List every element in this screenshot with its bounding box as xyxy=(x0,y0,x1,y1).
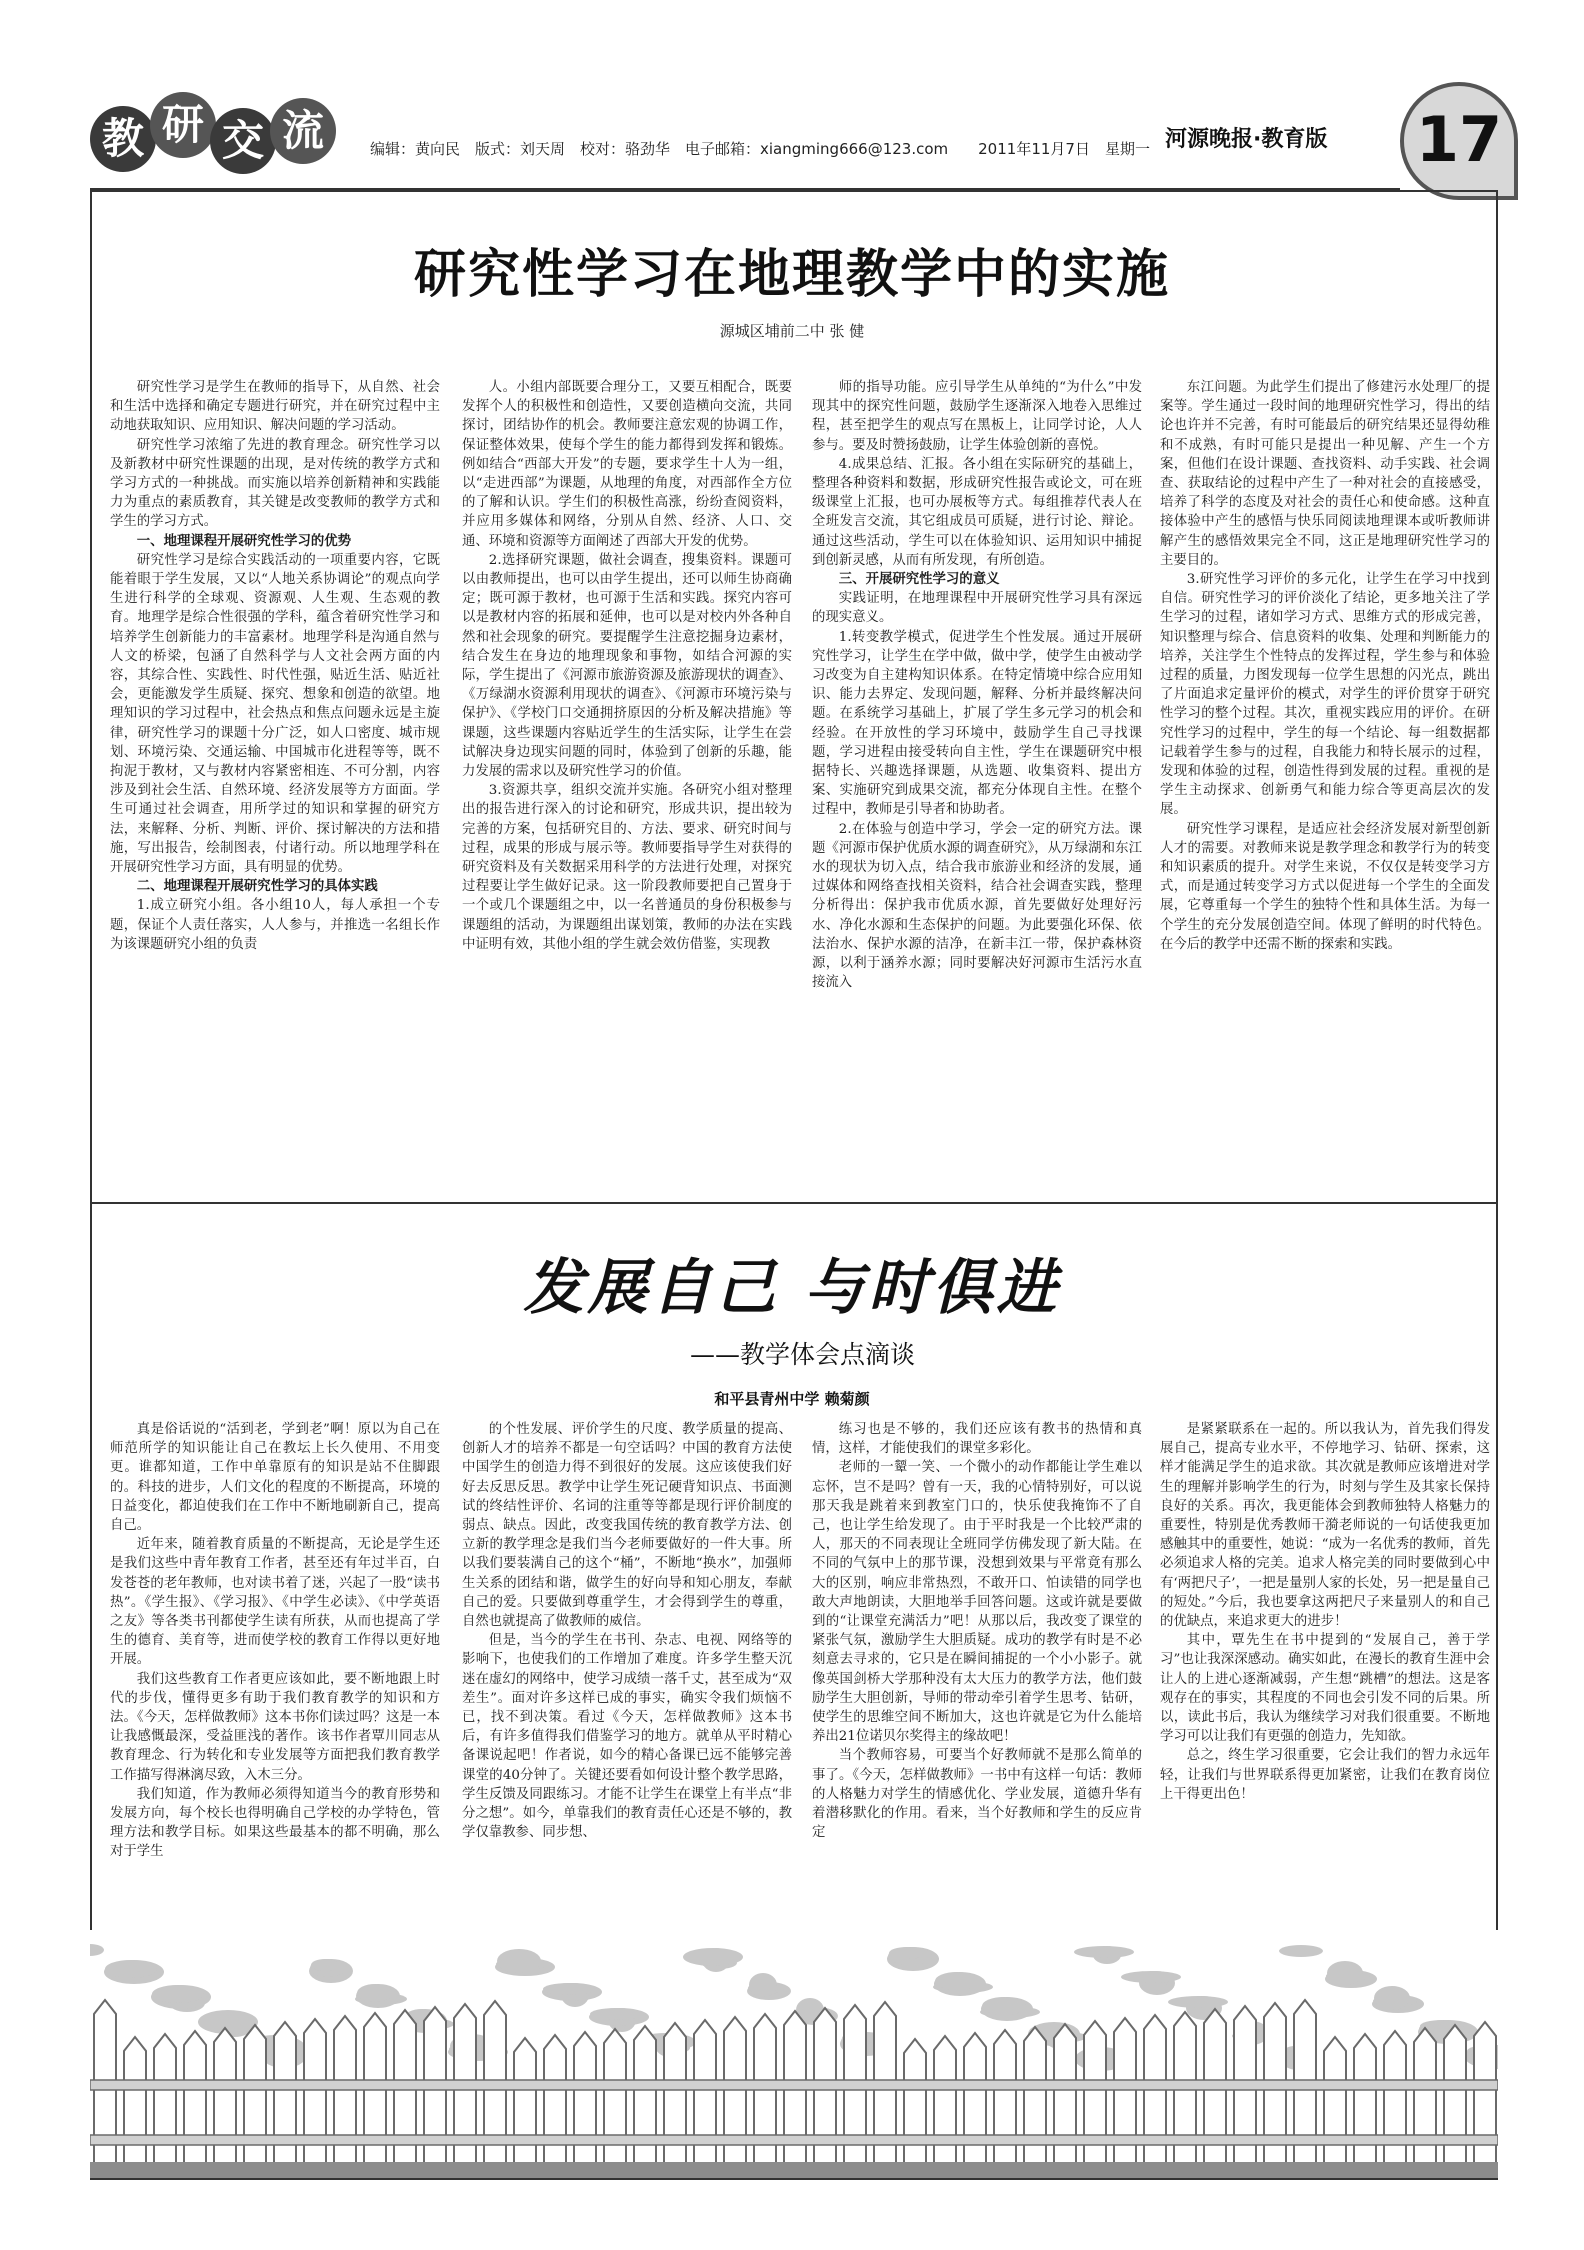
paragraph: 研究性学习是综合实践活动的一项重要内容，它既能着眼于学生发展，又以“人地关系协调论”的观点向学生进行科学的全球观、资源观、人生观、生态观的教育。地理学是综合性很强的学科，蕴含着研究性学习和培养学生创新能力的丰富素材。地理学科是沟通自然与人文的桥梁，包涵了自然科学与人文社会两方面的内容，其综合性、实践性、时代性强，贴近生活、贴近社会，更能激发学生质疑、探究、想象和创造的欲望。地理知识的学习过程中，社会热点和焦点问题永远是主旋律，研究性学习的课题十分广泛，如人口密度、城市规划、环境污染、交通运输、中国城市化进程等等，既不拘泥于教材，又与教材内容紧密相连、不可分割，内容涉及到社会生活、自然环境、经济发展等方方面面。学生可通过社会调查，用所学过的知识和掌握的研究方法，来解释、分析、判断、评价、探讨解决的方法和措施，写出报告，绘制图表，付诸行动。所以地理学科在开展研究性学习方面，具有明显的优势。 xyxy=(110,552,440,876)
article1-column-3 xyxy=(812,378,1142,1248)
paragraph: 练习也是不够的，我们还应该有教书的热情和真情，这样，才能使我们的课堂多彩化。 xyxy=(812,1422,1142,1457)
editor-line: 编辑：黄向民 版式：刘天周 校对：骆劲华 电子邮箱：xiangming666@123.com 2011年11月7日 星期一 xyxy=(370,140,1150,158)
article2-subtitle: ——教学体会点滴谈 xyxy=(690,1340,916,1369)
paragraph: 总之，终生学习很重要，它会让我们的智力永远年轻，让我们与世界联系得更加紧密，让我们在教育岗位上干得更出色！ xyxy=(1160,1748,1490,1802)
section-heading: 一、地理课程开展研究性学习的优势 xyxy=(136,533,352,549)
section-heading: 三、开展研究性学习的意义 xyxy=(838,572,1000,588)
article1-column-1 xyxy=(110,378,440,1248)
article2-byline: 和平县青州中学 赖菊颜 xyxy=(714,1390,870,1408)
paragraph: 4.成果总结、汇报。各小组在实际研究的基础上，整理各种资料和数据，形成研究性报告或论文，可在班级课堂上汇报，也可办展板等方式。每组推荐代表人在全班发言交流，其它组成员可质疑，进行讨论、辩论。通过这些活动，学生可以在体验知识、运用知识中捕捉到创新灵感，从而有所发现，有所创造。 xyxy=(812,456,1142,568)
section-logo xyxy=(90,100,350,170)
article2-column-2 xyxy=(462,1420,792,1940)
section-logo-char: 教 xyxy=(90,106,156,172)
paragraph: 2.在体验与创造中学习，学会一定的研究方法。课题《河源市保护优质水源的调查研究》，从万绿湖和东江水的现状为切入点，结合我市旅游业和经济的发展，通过媒体和网络查找相关资料，结合社会调查实践，整理分析得出：保护我市优质水源，首先要做好处理好污水、净化水源和生态保护的问题。为此要强化环保、依法治水、保护水源的洁净，在新丰江一带，保护森林资源，以利于涵养水源；同时要解决好河源市生活污水直接流入 xyxy=(812,821,1142,991)
paragraph: 2.选择研究课题，做社会调查，搜集资料。课题可以由教师提出，也可以由学生提出，还可以师生协商确定；既可源于教材，也可源于生活和实践。探究内容可以是教材内容的拓展和延伸，也可以是对校内外各种自然和社会现象的研究。要提醒学生注意挖掘身边素材，结合发生在身边的地理现象和事物，如结合河源的实际，学生提出了《河源市旅游资源及旅游现状的调查》、《万绿湖水资源利用现状的调查》、《河源市环境污染与保护》、《学校门口交通拥挤原因的分析及解决措施》等课题，这些课题内容贴近学生的生活实际，让学生在尝试解决身边现实问题的同时，体验到了创新的乐趣，能力发展的需求以及研究性学习的价值。 xyxy=(462,552,792,780)
paragraph: 1.成立研究小组。各小组10人，每人承担一个专题，保证个人责任落实，人人参与，并推选一名组长作为该课题研究小组的负责 xyxy=(110,898,440,952)
article1-title: 研究性学习在地理教学中的实施 xyxy=(413,245,1170,305)
page-number: 17 xyxy=(1400,82,1518,200)
article2-column-4 xyxy=(1160,1420,1490,1940)
paper-brand: 河源晚报·教育版 xyxy=(1165,127,1328,152)
paragraph: 近年来，随着教育质量的不断提高，无论是学生还是我们这些中青年教育工作者，甚至还有年过半百，白发苍苍的老年教师，也对读书着了迷，兴起了一股“读书热”。《学生报》、《学习报》、《中学生必读》、《中学英语之友》等各类书刊都使学生读有所获，从而也提高了学生的德育、美育等，进而使学校的教育工作得以更好地开展。 xyxy=(110,1537,440,1668)
article2-column-3 xyxy=(812,1420,1142,1940)
masthead xyxy=(0,0,1584,190)
paragraph: 东江问题。为此学生们提出了修建污水处理厂的提案等。学生通过一段时间的地理研究性学习，得出的结论也许并不完善，有时可能最后的研究结果还显得幼稚和不成熟，有时可能只是提出一种见解、产生一个方案，但他们在设计课题、查找资料、动手实践、社会调查、获取结论的过程中产生了一种对社会的直接感受，培养了科学的态度及对社会的责任心和使命感。这种直接体验中产生的感悟与快乐同阅读地理课本或听教师讲解产生的感悟效果完全不同，这正是地理研究性学习的主要目的。 xyxy=(1160,380,1490,568)
paragraph: 我们知道，作为教师必须得知道当今的教育形势和发展方向，每个校长也得明确自己学校的办学特色，管理方法和教学目标。如果这些最基本的都不明确，那么对于学生 xyxy=(110,1786,440,1860)
paragraph: 3.研究性学习评价的多元化，让学生在学习中找到自信。研究性学习的评价淡化了结论，更多地关注了学生学习的过程，诸如学习方式、思维方式的形成完善，知识整理与综合、信息资料的收集、处理和判断能力的培养，关注学生个性特点的发挥过程，学生参与和体验过程的质量，力图发现每一位学生思想的闪光点，跳出了片面追求定量评价的模式，对学生的评价贯穿于研究性学习的整个过程。其次，重视实践应用的评价。在研究性学习的过程中，学生的每一个结论、每一组数据都记载着学生参与的过程，自我能力和特长展示的过程，发现和体验的过程，创造性得到发展的过程。重视的是学生主动探求、创新勇气和能力综合等更高层次的发展。 xyxy=(1160,572,1490,818)
top-rule xyxy=(90,188,1400,191)
article2-column-1 xyxy=(110,1420,440,1940)
paragraph: 1.转变教学模式，促进学生个性发展。通过开展研究性学习，让学生在学中做，做中学，使学生由被动学习改变为自主建构知识体系。在特定情境中综合应用知识、能力去界定、发现问题，解释、分析并最终解决问题。在系统学习基础上，扩展了学生多元学习的机会和经验。在开放性的学习环境中，鼓励学生自己寻找课题，学习进程由接受转向自主性，学生在课题研究中根据特长、兴趣选择课题，从选题、收集资料、提出方案、实施研究到成果交流，都充分体现自主性。在整个过程中，教师是引导者和协助者。 xyxy=(812,629,1142,818)
paragraph: 人。小组内部既要合理分工，又要互相配合，既要发挥个人的积极性和创造性，又要创造横向交流，共同探讨，团结协作的机会。教师要注意宏观的协调工作，保证整体效果，使每个学生的能力都得到发挥和锻炼。例如结合“西部大开发”的专题，要求学生十人为一组，以“走进西部”为课题，从地理的角度，对西部作全方位的了解和认识。学生们的积极性高涨，纷纷查阅资料，并应用多媒体和网络，分别从自然、经济、人口、交通、环境和资源等方面阐述了西部大开发的优势。 xyxy=(462,380,792,549)
paragraph: 3.资源共享，组织交流并实施。各研究小组对整理出的报告进行深入的讨论和研究，形成共识，提出较为完善的方案，包括研究目的、方法、要求、研究时间与过程，成果的形成与展示等。教师要指导学生对获得的研究资料及有关数据采用科学的方法进行处理，对探究过程要让学生做好记录。这一阶段教师要把自己置身于一个或几个课题组之中，以一名普通员的身份积极参与课题组的活动，为课题组出谋划策，教师的办法在实践中证明有效，其他小组的学生就会效仿借鉴，实现教 xyxy=(462,783,792,952)
paragraph: 研究性学习课程，是适应社会经济发展对新型创新人才的需要。对教师来说是教学理念和教学行为的转变和知识素质的提升。对学生来说，不仅仅是转变学习方式，而是通过转变学习方式以促进每一个学生的全面发展，它尊重每一个学生的独特个性和具体生活。为每一个学生的充分发展创造空间。体现了鲜明的时代特色。在今后的教学中还需不断的探索和实践。 xyxy=(1160,821,1490,952)
article1-column-2 xyxy=(462,378,792,1248)
paragraph: 其中，覃先生在书中提到的“发展自己，善于学习”也让我深深感动。确实如此，在漫长的教育生涯中会让人的上进心逐渐减弱，产生想“跳槽”的想法。这是客观存在的事实，其程度的不同也会引发不同的后果。所以，读此书后，我认为继续学习对我们很重要。不断地学习可以让我们有更强的创造力，先知欲。 xyxy=(1160,1633,1490,1745)
section-logo-char: 交 xyxy=(210,108,276,174)
paragraph: 但是，当今的学生在书刊、杂志、电视、网络等的影响下，也使我们的工作增加了难度。许多学生整天沉迷在虚幻的网络中，使学习成绩一落千丈，甚至成为“双差生”。面对许多这样已成的事实，确实令我们烦恼不已，找不到决策。看过《今天，怎样做教师》这本书后，有许多值得我们借鉴学习的地方。就单从平时精心备课说起吧！作者说，如今的精心备课已远不能够完善课堂的40分钟了。关键还要看如何设计整个教学思路，学生反馈及同跟练习。才能不让学生在课堂上有半点“非分之想”。如今，单靠我们的教育责任心还是不够的，教学仅靠教参、同步想、 xyxy=(462,1633,792,1841)
article1-byline: 源城区埔前二中 张 健 xyxy=(719,322,865,340)
paragraph: 老师的一颦一笑、一个微小的动作都能让学生难以忘怀，岂不是吗？曾有一天，我的心情特别好，可以说那天我是跳着来到教室门口的，快乐使我掩饰不了自己，也让学生给发现了。由于平时我是一个比较严肃的人，那天的不同表现让全班同学仿佛发现了新大陆。在不同的气氛中上的那节课，没想到效果与平常竟有那么大的区别，响应非常热烈，不敢开口、怕读错的同学也敢大声地朗读，大胆地举手回答问题。这或许就是要做到的“让课堂充满活力”吧！从那以后，我改变了课堂的紧张气氛，激励学生大胆质疑。成功的教学有时是不必刻意去寻求的，它只是在瞬间捕捉的一个小小影子。就像英国剑桥大学那种没有太大压力的教学方法，他们鼓励学生大胆创新，导师的带动牵引着学生思考、钻研，使学生的思维空间不断加大，这也许就是它为什么能培养出21位诺贝尔奖得主的缘故吧！ xyxy=(812,1460,1142,1745)
paragraph: 实践证明，在地理课程中开展研究性学习具有深远的现实意义。 xyxy=(812,591,1142,626)
paragraph: 我们这些教育工作者更应该如此，要不断地跟上时代的步伐，懂得更多有助于我们教育教学的知识和方法。《今天，怎样做教师》这本书你们读过吗？这是一本让我感慨最深，受益匪浅的著作。该书作者覃川同志从教育理念、行为转化和专业发展等方面把我们教育教学工作描写得淋漓尽致，入木三分。 xyxy=(110,1671,440,1783)
article2-title: 发展自己 与时俱进 xyxy=(523,1253,1061,1323)
paragraph: 的个性发展、评价学生的尺度、教学质量的提高、创新人才的培养不都是一句空话吗？中国的教育方法使中国学生的创造力得不到很好的发展。这应该使我们好好去反思反思。教学中让学生死记硬背知识点、书面测试的终结性评价、名词的注重等等都是现行评价制度的弱点、缺点。因此，改变我国传统的教育教学方法、创立新的教学理念是我们当今老师要做好的一件大事。所以我们要装满自己的这个“桶”，不断地“换水”，加强师生关系的团结和谐，做学生的好向导和知心朋友，奉献自己的爱。只要做到尊重学生，才会得到学生的尊重，自然也就提高了做教师的威信。 xyxy=(462,1422,792,1630)
paragraph: 真是俗话说的“活到老，学到老”啊！原以为自己在师范所学的知识能让自己在教坛上长久使用、不用变更。谁都知道，工作中单靠原有的知识是站不住脚跟的。科技的进步，人们文化的程度的不断提高，环境的日益变化，都迫使我们在工作中不断地刷新自己，提高自己。 xyxy=(110,1422,440,1534)
paragraph: 当个教师容易，可要当个好教师就不是那么简单的事了。《今天，怎样做教师》一书中有这样一句话：教师的人格魅力对学生的情感优化、学业发展，道德升华有着潜移默化的作用。看来，当个好教师和学生的反应肯定 xyxy=(812,1748,1142,1841)
section-logo-char: 研 xyxy=(150,92,216,158)
article1-column-4 xyxy=(1160,378,1490,1248)
paragraph: 研究性学习是学生在教师的指导下，从自然、社会和生活中选择和确定专题进行研究，并在研究过程中主动地获取知识、应用知识、解决问题的学习活动。 xyxy=(110,380,440,434)
paragraph: 研究性学习浓缩了先进的教育理念。研究性学习以及新教材中研究性课题的出现，是对传统的教学方式和学习方式的一种挑战。而实施以培养创新精神和实践能力为重点的素质教育，其关键是改变教师的教学方式和学生的学习方式。 xyxy=(110,437,440,530)
section-logo-char: 流 xyxy=(270,98,336,164)
section-heading: 二、地理课程开展研究性学习的具体实践 xyxy=(136,879,378,895)
paragraph: 是紧紧联系在一起的。所以我认为，首先我们得发展自己，提高专业水平，不停地学习、钻研、探索，这样才能满足学生的追求欲。其次就是教师应该增进对学生的理解并影响学生的行为，时刻与学生及其家长保持良好的关系。再次，我更能体会到教师独特人格魅力的重要性，特别是优秀教师干漪老师说的一句话使我更加感触其中的重要性，她说：“成为一名优秀的教师，首先必须追求人格的完美。追求人格完美的同时要做到心中有‘两把尺子’，一把是量别人家的长处，另一把是量自己的短处。”今后，我也要拿这两把尺子来量别人的和自己的优缺点，来追求更大的进步！ xyxy=(1160,1422,1490,1630)
paragraph: 师的指导功能。应引导学生从单纯的“为什么”中发现其中的探究性问题，鼓励学生逐渐深入地卷入思维过程，甚至把学生的观点写在黑板上，让同学讨论，人人参与。要及时赞扬鼓励，让学生体验创新的喜悦。 xyxy=(812,380,1142,453)
section-divider xyxy=(90,1202,1498,1204)
fence-illustration xyxy=(90,1930,1498,2178)
